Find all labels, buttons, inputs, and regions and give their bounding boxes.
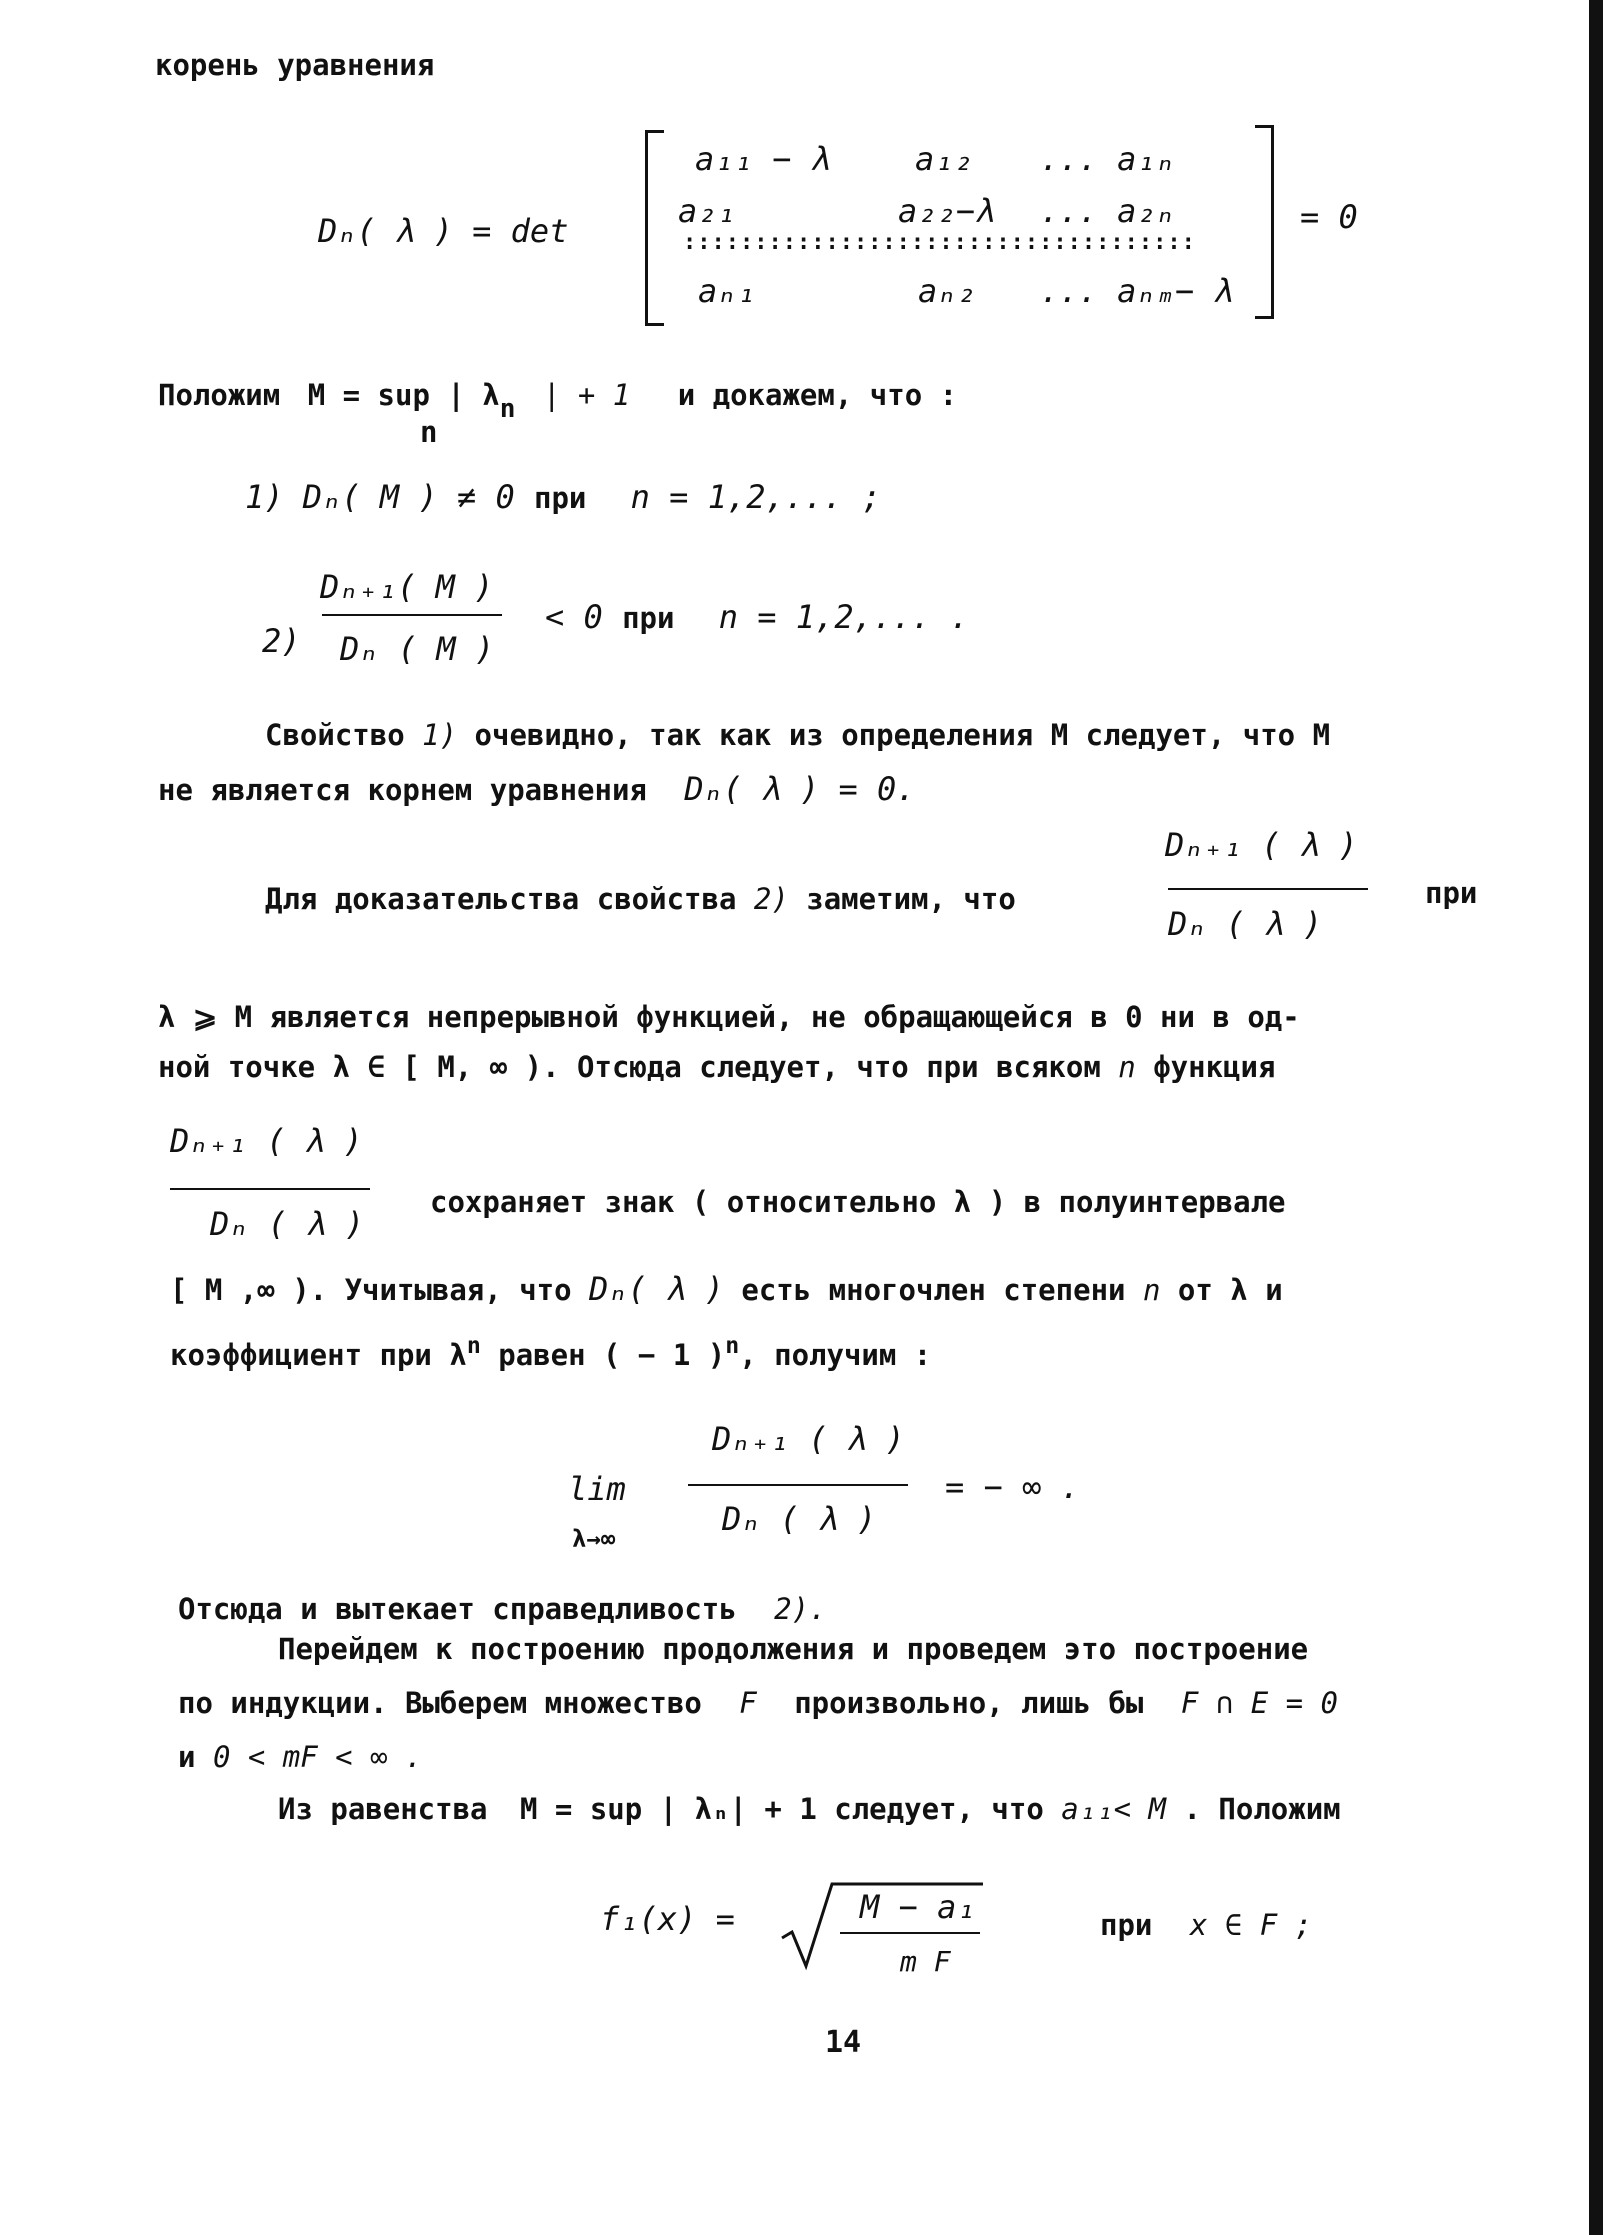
det-rhs: = 0 <box>1300 198 1358 236</box>
math-var: F <box>739 1686 757 1720</box>
text: Положим <box>158 378 281 412</box>
matrix-dot-row: :::::::::::::::::::::::::::::::::::: <box>683 230 1196 255</box>
para4-line2 <box>170 1270 1283 1308</box>
math-expr: Dₙ( λ ) <box>589 1270 724 1308</box>
text: есть многочлен степени <box>741 1273 1126 1307</box>
para6-line2 <box>178 1686 1338 1720</box>
word: при <box>1425 876 1478 910</box>
text: Из равенства <box>278 1792 488 1826</box>
text: . Положим <box>1183 1792 1341 1826</box>
sup-under: n <box>420 415 438 449</box>
lim: lim <box>568 1470 626 1508</box>
text: равен ( − 1 ) <box>498 1338 726 1372</box>
num: 2). <box>774 1592 827 1626</box>
para3-line2 <box>158 1050 1275 1084</box>
frac-numerator: M − a₁ <box>860 1888 976 1926</box>
text-line: корень уравнения <box>155 48 435 82</box>
fraction-line <box>170 1188 370 1190</box>
frac-numerator: Dₙ₊₁ ( λ ) <box>1165 826 1358 864</box>
fraction-line <box>688 1484 908 1486</box>
limit-rhs: = − ∞ . <box>945 1468 1080 1506</box>
math-expr: n = 1,2,... ; <box>630 478 882 516</box>
para1-line1 <box>265 718 1330 752</box>
para3-line1: λ ⩾ M является непрерывной функцией, не обращающейся в 0 ни в од- <box>158 1000 1300 1034</box>
text: [ M ,∞ ). Учитывая, что <box>170 1273 572 1307</box>
math-expr: < 0 <box>545 598 603 636</box>
para6-line1: Перейдем к построению продолжения и проведем это построение <box>278 1632 1309 1666</box>
frac-denominator: Dₙ ( λ ) <box>722 1500 877 1538</box>
para2-line <box>265 882 1016 916</box>
text: по индукции. Выберем множество <box>178 1686 702 1720</box>
matrix-cell: a₂₁ <box>678 192 736 230</box>
text: ной точке λ ∈ [ M, ∞ ). Отсюда следует, что при всяком <box>158 1050 1101 1084</box>
matrix-cell: a₁₂ <box>915 140 973 178</box>
frac-numerator: Dₙ₊₁ ( λ ) <box>170 1122 363 1160</box>
para1-line2 <box>158 770 916 808</box>
fraction-line <box>322 614 502 616</box>
para6-line3 <box>178 1740 422 1774</box>
scan-edge-bar <box>1589 0 1603 2235</box>
matrix-left-bracket <box>645 130 664 326</box>
lim-under: λ→∞ <box>572 1525 616 1553</box>
item-number: 2) <box>262 622 301 660</box>
formula-lhs: f₁(x) = <box>600 1900 735 1938</box>
item-number: 1) <box>245 478 284 516</box>
det-lhs: Dₙ( λ ) = det <box>318 212 569 250</box>
text: и <box>178 1740 196 1774</box>
subscript: n <box>499 393 516 424</box>
frac-numerator: Dₙ₊₁( M ) <box>320 568 494 606</box>
frac-denominator: m F <box>900 1945 951 1978</box>
item-2-rest <box>545 598 969 636</box>
para4-line3 <box>170 1332 932 1372</box>
text: , получим : <box>739 1338 932 1372</box>
matrix-cell: a₁₁ − λ <box>695 140 830 178</box>
superscript: n <box>466 1332 481 1360</box>
text: не является корнем уравнения <box>158 773 647 807</box>
word: при <box>533 481 587 515</box>
math-expr: a₁₁< M <box>1061 1792 1167 1826</box>
math-expr: M = sup | λ <box>307 378 500 412</box>
para5-line <box>178 1592 827 1626</box>
matrix-cell: ... a₂ₙ <box>1040 192 1175 230</box>
math-expr: x ∈ F ; <box>1189 1908 1313 1942</box>
word: при <box>622 601 675 635</box>
frac-denominator: Dₙ ( λ ) <box>1168 905 1323 943</box>
superscript: n <box>725 1332 740 1360</box>
math-expr: M = sup | λₙ| + 1 <box>519 1792 817 1826</box>
para7-line <box>278 1792 1341 1826</box>
math-var: n <box>1118 1050 1136 1084</box>
fraction-line <box>840 1932 980 1934</box>
math-expr: 0 < mF < ∞ . <box>212 1740 423 1774</box>
text: заметим, что <box>806 882 1016 916</box>
polozhim-line <box>158 378 958 424</box>
frac-numerator: Dₙ₊₁ ( λ ) <box>712 1420 905 1458</box>
text: очевидно, так как из определения M следует, что M <box>474 718 1331 752</box>
formula-cond <box>1100 1908 1312 1942</box>
para4-line1: сохраняет знак ( относительно λ ) в полуинтервале <box>430 1185 1286 1219</box>
matrix-cell: ... a₁ₙ <box>1040 140 1175 178</box>
frac-denominator: Dₙ ( M ) <box>340 630 495 668</box>
matrix-cell: aₙ₁ <box>698 272 756 310</box>
text: от λ и <box>1177 1273 1283 1307</box>
fraction-line <box>1168 888 1368 890</box>
word: при <box>1100 1908 1153 1942</box>
math-expr: Dₙ( M ) ≠ 0 <box>302 478 515 516</box>
matrix-right-bracket <box>1255 125 1274 319</box>
num: 2) <box>753 882 789 916</box>
math-expr: | + 1 <box>542 378 631 412</box>
text: и докажем, что : <box>677 378 958 412</box>
page-number: 14 <box>825 2025 862 2060</box>
frac-denominator: Dₙ ( λ ) <box>210 1205 365 1243</box>
math-expr: F ∩ E = 0 <box>1180 1686 1339 1720</box>
text: следует, что <box>834 1792 1044 1826</box>
matrix-cell: ... aₙₘ− λ <box>1040 272 1233 310</box>
num: 1) <box>422 718 458 752</box>
text: Отсюда и вытекает справедливость <box>178 1592 737 1626</box>
text: коэффициент при λ <box>170 1338 467 1372</box>
text: Свойство <box>265 718 405 752</box>
text: функция <box>1153 1050 1276 1084</box>
math-expr: Dₙ( λ ) = 0. <box>684 770 916 808</box>
matrix-cell: aₙ₂ <box>918 272 976 310</box>
math-var: n <box>1142 1273 1161 1307</box>
item-1 <box>245 478 881 516</box>
text: Для доказательства свойства <box>265 882 737 916</box>
matrix-cell: a₂₂−λ <box>898 192 995 230</box>
math-expr: n = 1,2,... . <box>718 598 970 636</box>
text: произвольно, лишь бы <box>794 1686 1144 1720</box>
